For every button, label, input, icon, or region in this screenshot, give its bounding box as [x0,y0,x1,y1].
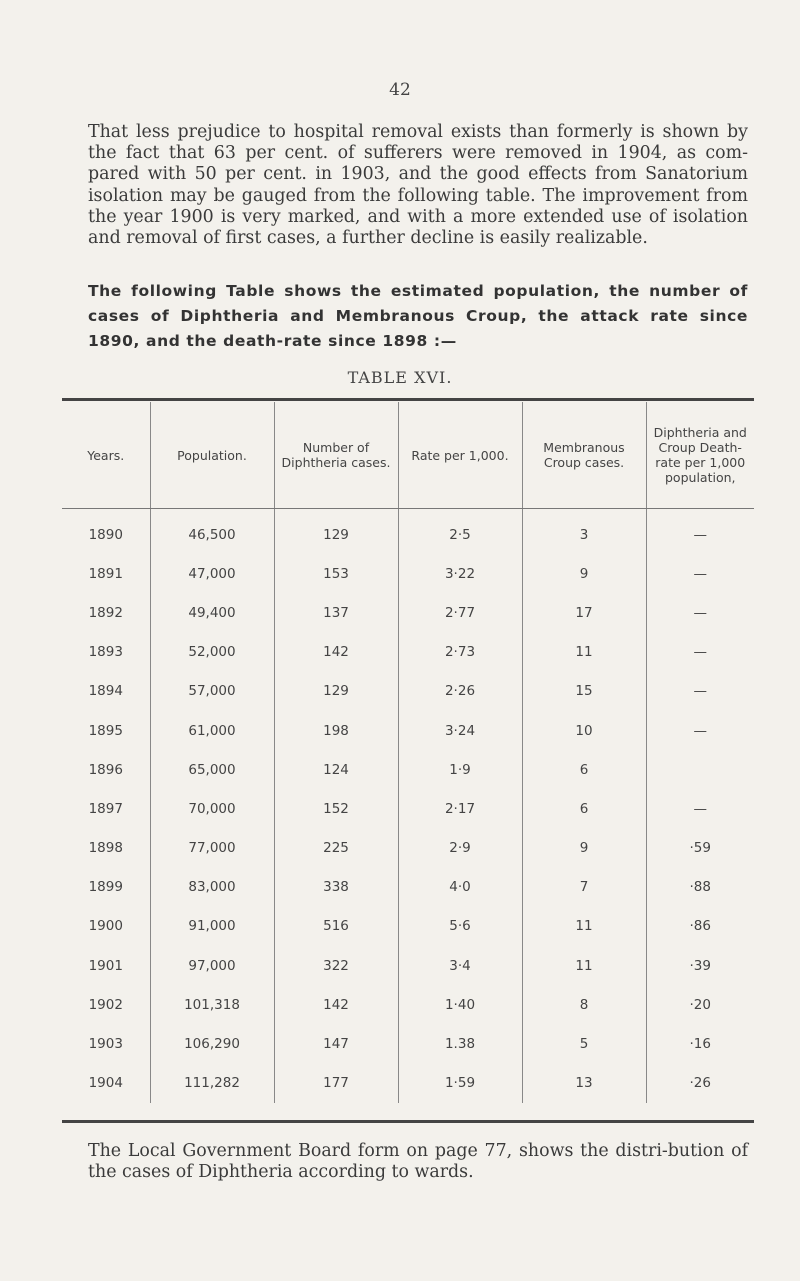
diphtheria-cases-cell: 142 [274,633,398,672]
death-rate-cell: — [646,672,754,711]
rate-cell: 4·0 [398,868,522,907]
croup-cases-cell: 13 [522,1064,646,1103]
table-heading: The following Table shows the estimated population, the number of cases of Diphtheria and Membranous Croup, the attack rate since 1890, and the death-rate since 1898 :— [88,282,748,350]
year-cell: 1901 [88,957,123,974]
population-cell: 49,400 [150,593,274,632]
diphtheria-cases-cell: 137 [274,593,398,632]
year-cell: 1892 [88,604,123,621]
rate-cell: 2·9 [398,829,522,868]
table-row [62,868,754,907]
diphtheria-cases-cell: 516 [274,907,398,946]
year-cell: 1899 [88,879,123,896]
death-rate-cell: ·59 [646,829,754,868]
diphtheria-cases-cell: 152 [274,789,398,828]
table-row [62,672,754,711]
croup-cases-cell: 9 [522,554,646,593]
rate-cell: 3·4 [398,946,522,985]
diphtheria-cases-cell: 147 [274,1024,398,1063]
death-rate-cell: — [646,711,754,750]
table-row [62,1064,754,1103]
death-rate-cell: ·86 [646,907,754,946]
diphtheria-cases-cell: 124 [274,750,398,789]
diphtheria-cases-cell: 129 [274,509,398,555]
death-rate-cell: — [646,789,754,828]
population-cell: 61,000 [150,711,274,750]
year-cell: 1904 [88,1075,123,1092]
year-cell: 1891 [88,565,123,582]
table-row [62,711,754,750]
population-cell: 52,000 [150,633,274,672]
croup-cases-cell: 7 [522,868,646,907]
year-cell: 1890 [88,526,123,543]
table-row [62,633,754,672]
table-row [62,829,754,868]
rate-cell: 1·59 [398,1064,522,1103]
statistics-table-container [62,402,754,1103]
year-cell: 1903 [88,1036,123,1053]
population-cell: 83,000 [150,868,274,907]
table-row [62,750,754,789]
page-number: 42 [389,80,411,100]
column-header-diphtheria-cases: Number of Diphtheria cases. [274,402,398,509]
diphtheria-cases-cell: 198 [274,711,398,750]
croup-cases-cell: 11 [522,633,646,672]
closing-paragraph: The Local Government Board form on page 77, shows the distri-bution of the cases of Diphtheria according to wards. [88,1141,748,1183]
year-cell: 1893 [88,644,123,661]
table-row [62,593,754,632]
death-rate-cell [646,750,754,789]
column-header-croup-cases: Membranous Croup cases. [522,402,646,509]
population-cell: 106,290 [150,1024,274,1063]
column-header-rate-per-1000: Rate per 1,000. [398,402,522,509]
diphtheria-statistics-table [62,402,754,1103]
table-row [62,946,754,985]
croup-cases-cell: 11 [522,907,646,946]
rate-cell: 2·17 [398,789,522,828]
diphtheria-cases-cell: 142 [274,985,398,1024]
death-rate-cell: — [646,554,754,593]
diphtheria-cases-cell: 153 [274,554,398,593]
rate-cell: 5·6 [398,907,522,946]
table-row [62,554,754,593]
year-cell: 1895 [88,722,123,739]
population-cell: 97,000 [150,946,274,985]
table-bottom-rule [62,1120,754,1123]
table-row [62,985,754,1024]
year-cell: 1897 [88,800,123,817]
population-cell: 57,000 [150,672,274,711]
year-cell: 1894 [88,683,123,700]
rate-cell: 1·40 [398,985,522,1024]
table-row [62,907,754,946]
population-cell: 70,000 [150,789,274,828]
column-header-years: Years. [62,402,150,509]
croup-cases-cell: 5 [522,1024,646,1063]
death-rate-cell: — [646,593,754,632]
croup-cases-cell: 6 [522,750,646,789]
intro-paragraph: That less prejudice to hospital removal exists than formerly is shown by the fact that 63 per cent. of sufferers were removed in 1904, as com-pared with 50 per cent. in 1903, and the good effects from Sanatorium isolation may be gauged from the following table. The improvement from the year 1900 is very marked, and with a more extended use of isolation and removal of first cases, a further decline is easily realizable. [88,122,748,249]
croup-cases-cell: 17 [522,593,646,632]
rate-cell: 2·77 [398,593,522,632]
croup-cases-cell: 11 [522,946,646,985]
diphtheria-cases-cell: 177 [274,1064,398,1103]
population-cell: 47,000 [150,554,274,593]
rate-cell: 2·5 [398,509,522,555]
rate-cell: 2·73 [398,633,522,672]
diphtheria-cases-cell: 225 [274,829,398,868]
death-rate-cell: ·20 [646,985,754,1024]
table-header-row [62,402,754,509]
population-cell: 77,000 [150,829,274,868]
death-rate-cell: ·26 [646,1064,754,1103]
death-rate-cell: — [646,509,754,555]
death-rate-cell: ·39 [646,946,754,985]
rate-cell: 1·9 [398,750,522,789]
death-rate-cell: ·16 [646,1024,754,1063]
population-cell: 46,500 [150,509,274,555]
croup-cases-cell: 10 [522,711,646,750]
population-cell: 101,318 [150,985,274,1024]
croup-cases-cell: 9 [522,829,646,868]
rate-cell: 2·26 [398,672,522,711]
table-top-rule [62,398,754,401]
death-rate-cell: ·88 [646,868,754,907]
croup-cases-cell: 6 [522,789,646,828]
table-title: TABLE XVI. [347,368,453,387]
year-cell: 1902 [88,996,123,1013]
column-header-death-rate: Diphtheria and Croup Death-rate per 1,000 population, [646,402,754,509]
rate-cell: 1.38 [398,1024,522,1063]
population-cell: 91,000 [150,907,274,946]
table-body [62,509,754,1103]
column-header-population: Population. [150,402,274,509]
croup-cases-cell: 3 [522,509,646,555]
diphtheria-cases-cell: 338 [274,868,398,907]
table-row [62,789,754,828]
population-cell: 65,000 [150,750,274,789]
year-cell: 1898 [88,840,123,857]
table-row [62,1024,754,1063]
year-cell: 1896 [88,761,123,778]
year-cell: 1900 [88,918,123,935]
rate-cell: 3·24 [398,711,522,750]
table-row [62,509,754,555]
croup-cases-cell: 15 [522,672,646,711]
population-cell: 111,282 [150,1064,274,1103]
croup-cases-cell: 8 [522,985,646,1024]
rate-cell: 3·22 [398,554,522,593]
diphtheria-cases-cell: 129 [274,672,398,711]
death-rate-cell: — [646,633,754,672]
diphtheria-cases-cell: 322 [274,946,398,985]
